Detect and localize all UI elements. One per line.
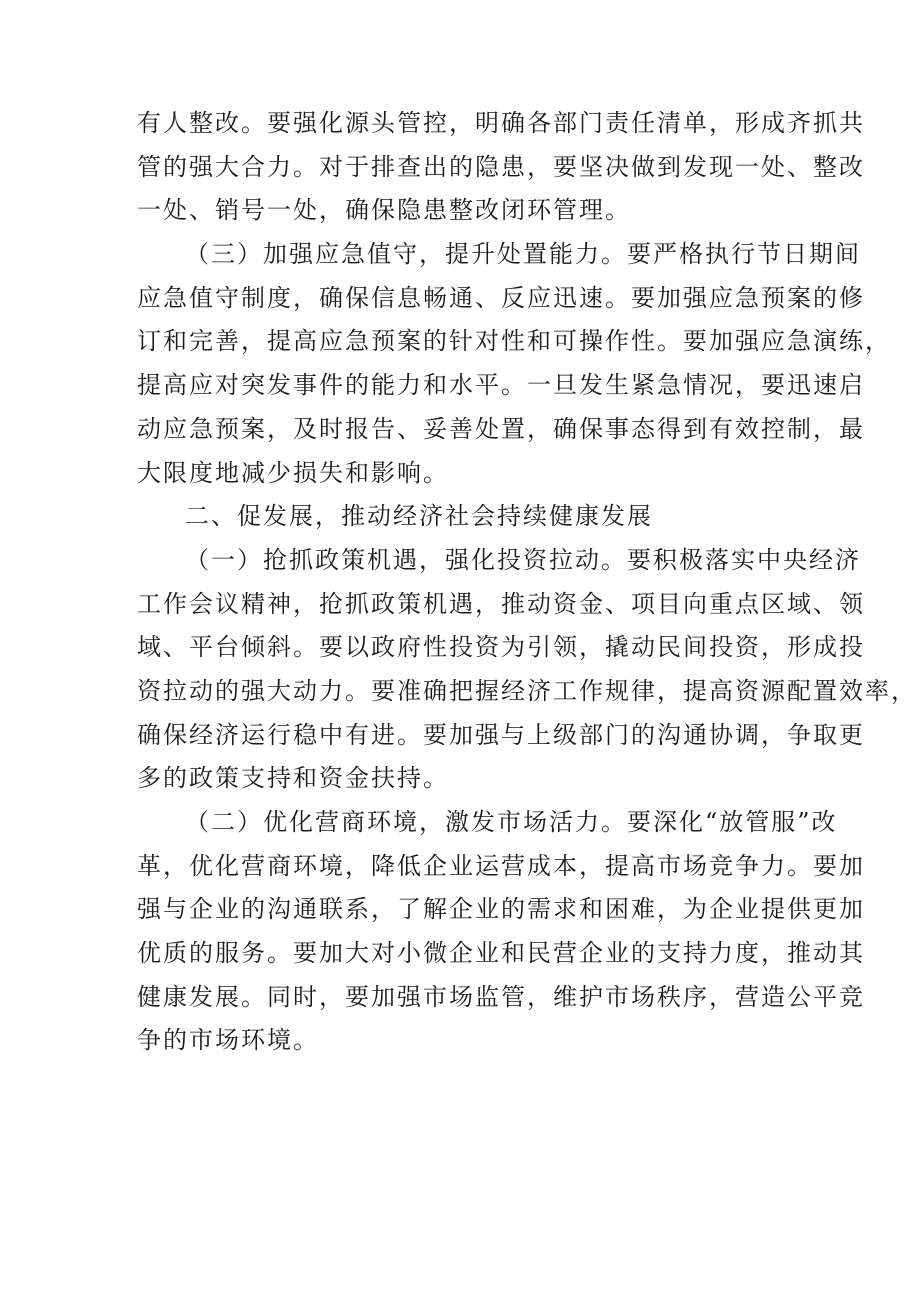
- text-line: 有人整改。要强化源头管控，明确各部门责任清单，形成齐抓共: [137, 109, 865, 137]
- text-line: 资拉动的强大动力。要准确把握经济工作规律，提高资源配置效率，: [137, 676, 917, 705]
- text-line: 优质的服务。要加大对小微企业和民营企业的支持力度，推动其: [137, 939, 865, 968]
- text-line: 多的政策支持和资金扶持。: [137, 764, 449, 793]
- text-line: 工作会议精神，抢抓政策机遇，推动资金、项目向重点区域、领: [137, 589, 865, 618]
- text-line: 健康发展。同时，要加强市场监管，维护市场秩序，营造公平竞: [137, 982, 865, 1011]
- paragraph-section-3: [137, 233, 891, 495]
- text-line: （二）优化营商环境，激发市场活力。要深化“放管服”改: [185, 808, 838, 836]
- text-line: 订和完善，提高应急预案的针对性和可操作性。要加强应急演练，: [137, 327, 891, 356]
- text-line: 确保经济运行稳中有进。要加强与上级部门的沟通协调，争取更: [137, 720, 865, 749]
- section-heading: 二、促发展，推动经济社会持续健康发展: [185, 502, 653, 531]
- document-body: [137, 102, 917, 1063]
- text-line: （一）抢抓政策机遇，强化投资拉动。要积极落实中央经济: [185, 545, 861, 574]
- text-line: 一处、销号一处，确保隐患整改闭环管理。: [137, 196, 631, 225]
- text-line: 动应急预案，及时报告、妥善处置，确保事态得到有效控制，最: [137, 414, 865, 443]
- text-line: 革，优化营商环境，降低企业运营成本，提高市场竞争力。要加: [137, 851, 865, 880]
- text-line: （三）加强应急值守，提升处置能力。要严格执行节日期间: [185, 240, 861, 269]
- text-line: 强与企业的沟通联系，了解企业的需求和困难，为企业提供更加: [137, 895, 865, 924]
- text-line: 提高应对突发事件的能力和水平。一旦发生紧急情况，要迅速启: [137, 371, 865, 400]
- paragraph-section-2-2: [137, 801, 865, 1063]
- text-line: 大限度地减少损失和影响。: [137, 458, 449, 487]
- paragraph-section-2-1: [137, 539, 917, 801]
- text-line: 域、平台倾斜。要以政府性投资为引领，撬动民间投资，形成投: [137, 633, 865, 662]
- heading-section-2: [137, 495, 797, 539]
- text-line: 管的强大合力。对于排查出的隐患，要坚决做到发现一处、整改: [137, 152, 865, 181]
- paragraph-continuation: [137, 102, 865, 233]
- text-line: 应急值守制度，确保信息畅通、反应迅速。要加强应急预案的修: [137, 283, 865, 312]
- text-line: 争的市场环境。: [137, 1026, 319, 1055]
